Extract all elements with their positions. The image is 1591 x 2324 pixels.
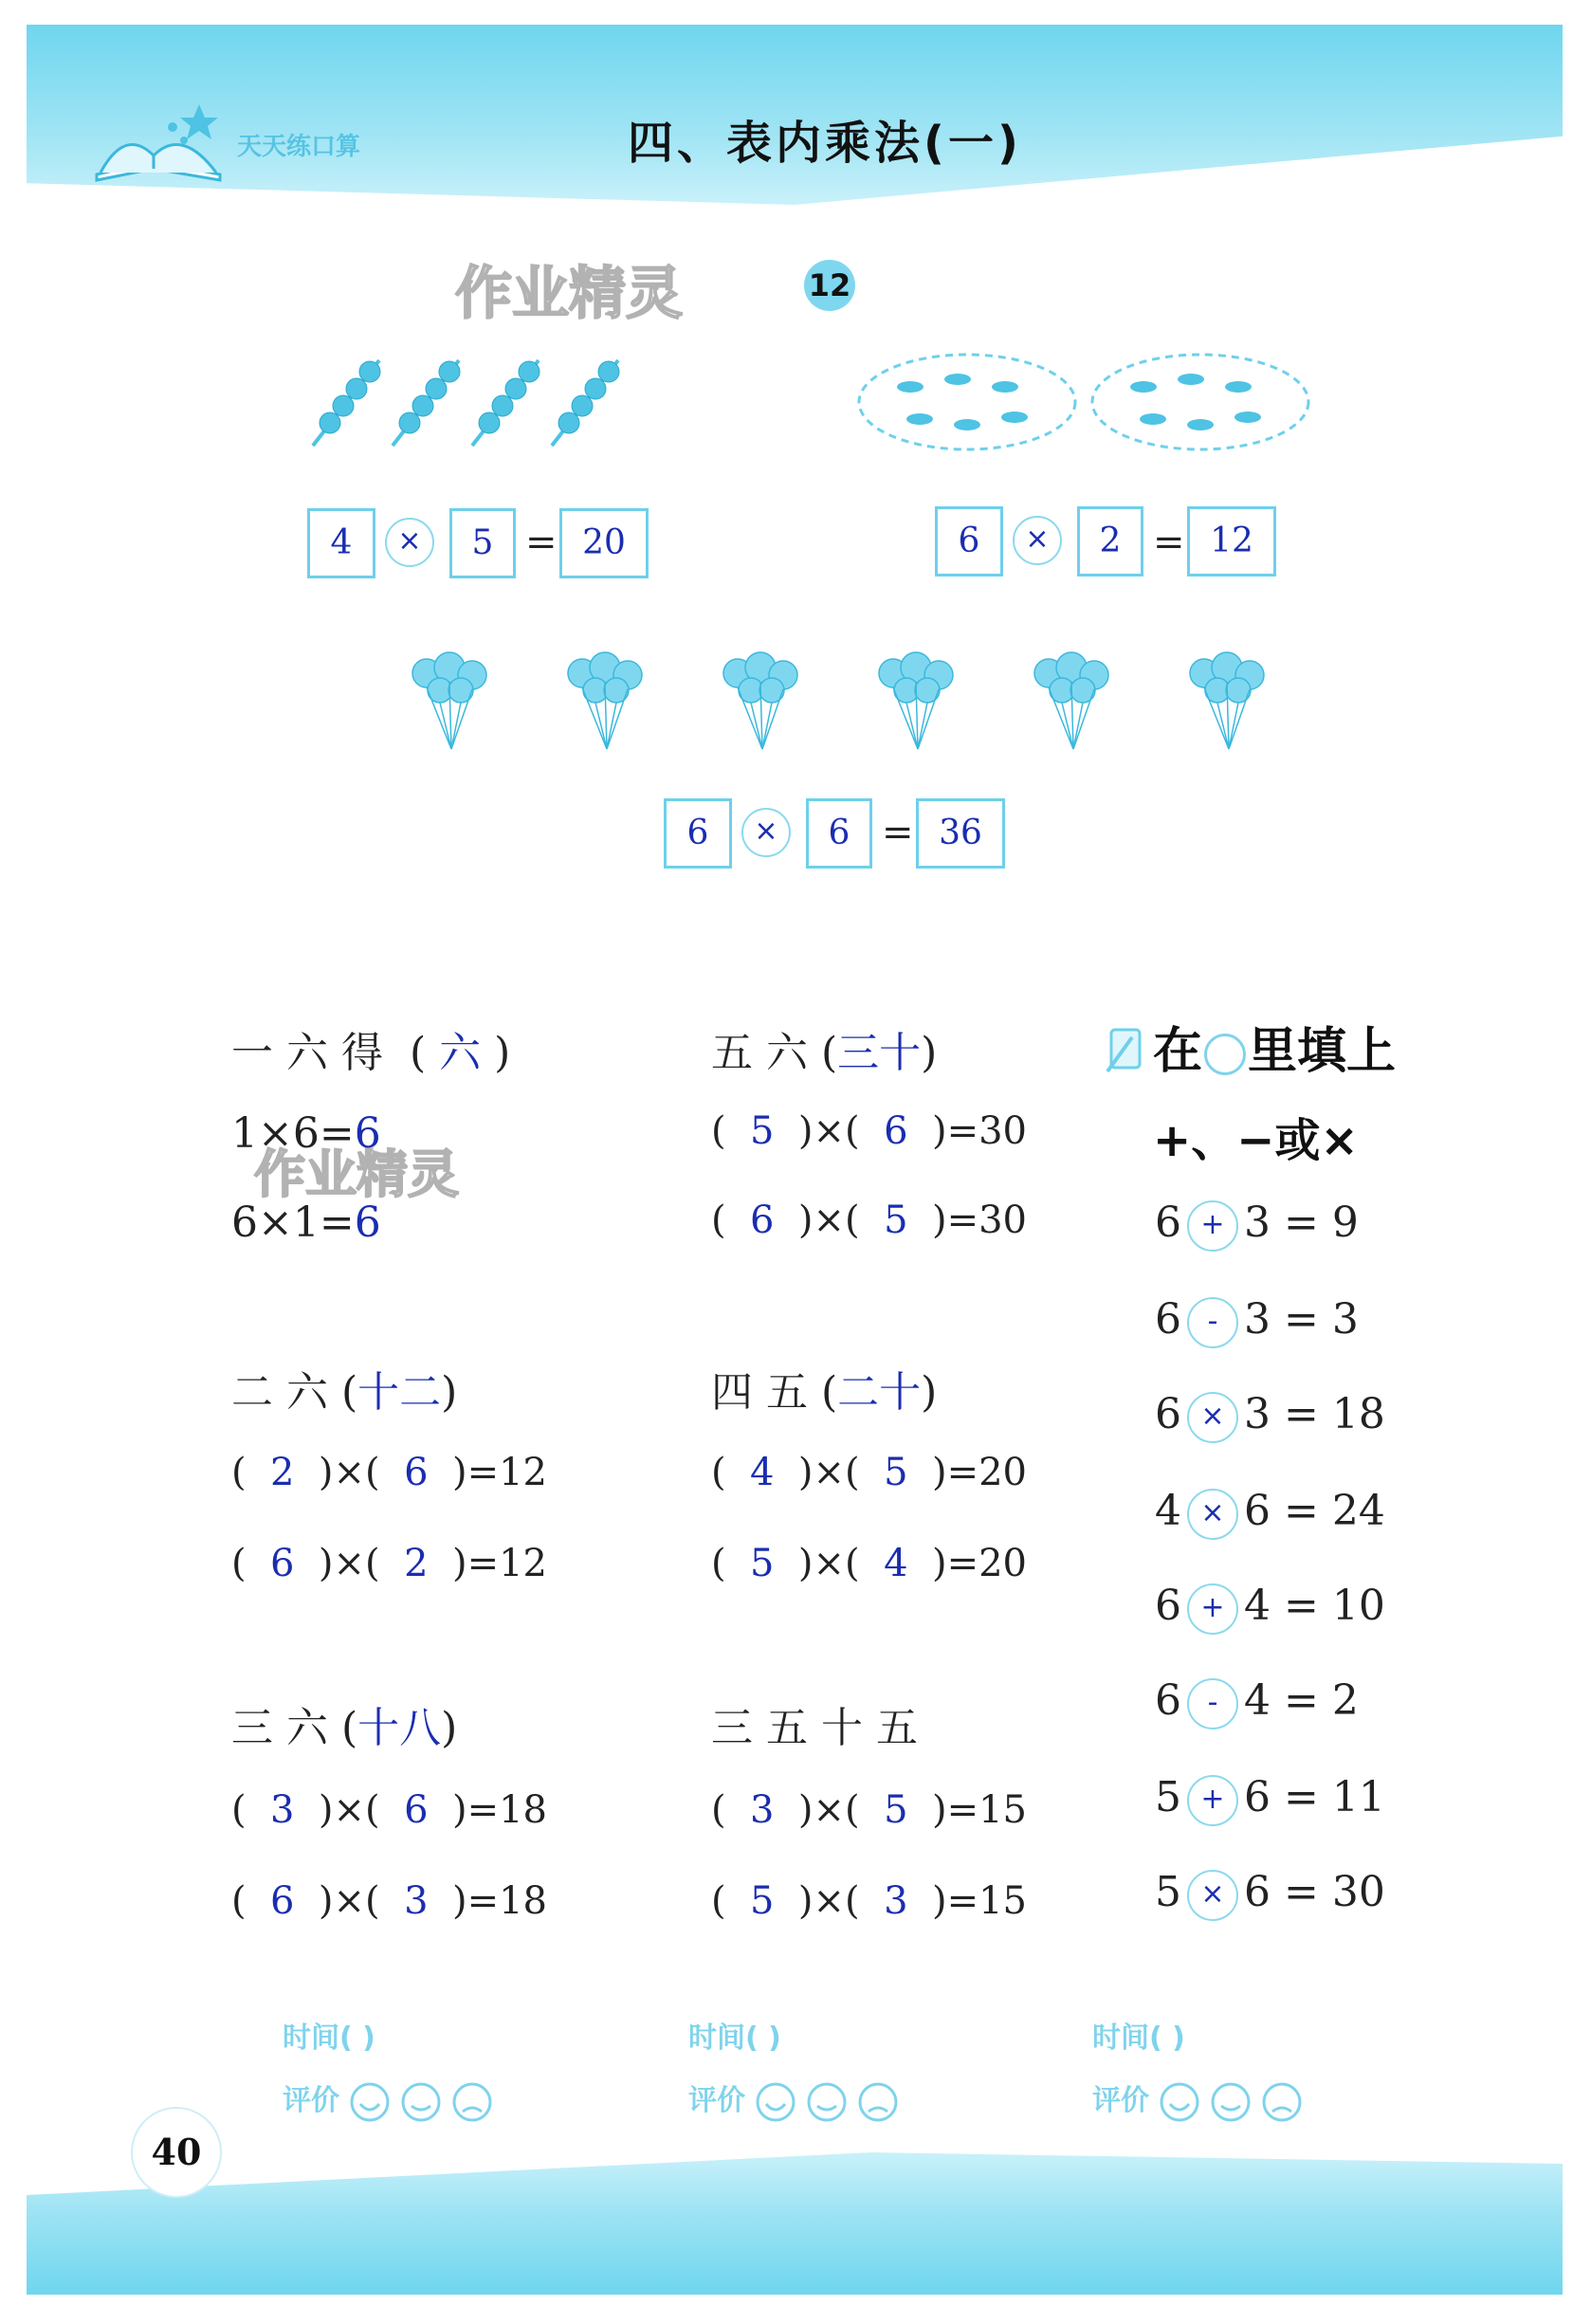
operator-circle[interactable]: ×	[385, 518, 434, 567]
rhyme-text: 一六得	[231, 1029, 396, 1077]
smiley-faces-icon[interactable]	[1159, 2081, 1320, 2123]
factor-box[interactable]: 2	[1077, 506, 1143, 576]
equals-sign: =	[882, 811, 914, 854]
instruction-text: 在	[1153, 1023, 1203, 1080]
operator-fill-row	[1155, 1390, 1385, 1443]
rating-row	[283, 2077, 510, 2123]
operator-circle[interactable]: ×	[1187, 1392, 1238, 1443]
equation-line: ( 6 )×( 3 )=18	[231, 1879, 548, 1923]
rhyme-line: 二 六 (十二)	[231, 1368, 458, 1417]
operator-fill-row	[1155, 1773, 1385, 1826]
equation-answer[interactable]: 6	[354, 1199, 381, 1247]
footer-band	[27, 2152, 1563, 2295]
factor-answer[interactable]: 6	[270, 1879, 295, 1923]
equation-answer[interactable]: 6	[354, 1109, 381, 1158]
operand: 6	[1155, 1390, 1181, 1438]
rhyme-text: 三 六	[231, 1704, 328, 1752]
rhyme-answer[interactable]: 二十	[837, 1368, 922, 1417]
equation-result: =12	[466, 1451, 548, 1494]
operand: 5	[1155, 1773, 1181, 1821]
operand-result: 3 = 18	[1244, 1390, 1385, 1438]
operator-circle[interactable]: ×	[1187, 1489, 1238, 1540]
operator-fill-row	[1155, 1487, 1385, 1540]
equation-line: ( 6 )×( 2 )=12	[231, 1542, 548, 1585]
operator-circle[interactable]: +	[1187, 1200, 1238, 1252]
operator-circle[interactable]: ×	[741, 808, 791, 857]
factor-answer[interactable]: 4	[884, 1542, 908, 1585]
operand-result: 4 = 10	[1244, 1582, 1385, 1630]
rating-row	[1092, 2077, 1320, 2123]
operand: 6	[1155, 1295, 1181, 1344]
rhyme-answer[interactable]: 十八	[357, 1704, 442, 1752]
equation-result: =15	[946, 1788, 1028, 1832]
equals-sign: =	[1153, 521, 1185, 564]
equation-text: 6×1=	[231, 1199, 355, 1247]
operator-circle[interactable]: ×	[1187, 1870, 1238, 1921]
equation-result: =12	[466, 1542, 548, 1585]
rhyme-line: 一六得 ( 六 )	[231, 1029, 511, 1077]
brand-text: 天天练口算	[237, 133, 361, 161]
rhyme-line: 五 六 (三十)	[711, 1029, 938, 1077]
factor-answer[interactable]: 5	[884, 1788, 908, 1832]
equation-result: =20	[946, 1542, 1028, 1585]
factor-answer[interactable]: 3	[404, 1879, 429, 1923]
factor-answer[interactable]: 3	[750, 1788, 775, 1832]
factor-box[interactable]: 6	[935, 506, 1003, 576]
factor-box[interactable]: 4	[307, 508, 375, 578]
ant-groups-picture	[853, 349, 1318, 463]
factor-box[interactable]: 5	[449, 508, 516, 578]
rating-label: 评价	[283, 2084, 339, 2117]
operator-circle[interactable]: ×	[1013, 516, 1062, 565]
factor-answer[interactable]: 3	[884, 1879, 908, 1923]
factor-answer[interactable]: 5	[884, 1199, 908, 1242]
operator-circle[interactable]: +	[1187, 1775, 1238, 1826]
equation-line: ( 3 )×( 5 )=15	[711, 1788, 1028, 1832]
page-number: 40	[131, 2107, 222, 2198]
equation-line: ( 5 )×( 4 )=20	[711, 1542, 1028, 1585]
product-box[interactable]: 36	[916, 798, 1005, 869]
equation-line	[231, 1199, 381, 1247]
candy-skewers-picture	[303, 351, 626, 455]
page-title: 四、表内乘法(一)	[628, 117, 1022, 170]
factor-answer[interactable]: 5	[884, 1451, 908, 1494]
smiley-faces-icon[interactable]	[755, 2081, 916, 2123]
book-logo-icon	[87, 99, 229, 190]
operator-circle[interactable]: +	[1187, 1583, 1238, 1635]
problem-number-badge: 12	[804, 260, 855, 311]
factor-answer[interactable]: 6	[884, 1109, 908, 1153]
equation-result: =15	[946, 1879, 1028, 1923]
operand: 6	[1155, 1582, 1181, 1630]
instruction-line	[1153, 1011, 1396, 1082]
operator-fill-row	[1155, 1295, 1359, 1348]
rating-label: 评价	[688, 2084, 745, 2117]
factor-answer[interactable]: 6	[270, 1542, 295, 1585]
watermark: 作业精灵	[455, 261, 683, 327]
time-label[interactable]: 时间( )	[283, 2022, 375, 2055]
rating-label: 评价	[1092, 2084, 1149, 2117]
rhyme-line	[711, 1693, 918, 1754]
equals-sign: =	[525, 521, 558, 564]
factor-box[interactable]: 6	[806, 798, 872, 869]
smiley-faces-icon[interactable]	[349, 2081, 510, 2123]
balloon-bunches-picture	[398, 635, 1289, 759]
equation-line: ( 5 )×( 6 )=30	[711, 1109, 1028, 1153]
rating-row	[688, 2077, 916, 2123]
factor-answer[interactable]: 4	[750, 1451, 775, 1494]
equation-result: =18	[466, 1879, 548, 1923]
rhyme-answer[interactable]: 三十	[837, 1029, 922, 1077]
rhyme-answer[interactable]: 六	[439, 1029, 482, 1077]
operand-result: 6 = 24	[1244, 1487, 1385, 1535]
factor-answer[interactable]: 2	[404, 1542, 429, 1585]
equation-line	[231, 1109, 381, 1158]
operand-result: 3 = 3	[1244, 1295, 1359, 1344]
rhyme-text: 三 五 十 五	[711, 1704, 918, 1752]
rhyme-text: 二 六	[231, 1368, 328, 1417]
instruction-line: +、−或×	[1153, 1114, 1359, 1167]
factor-answer[interactable]: 2	[270, 1451, 295, 1494]
equation-result: =30	[946, 1199, 1028, 1242]
operator-fill-row	[1155, 1199, 1359, 1252]
equation-line: ( 3 )×( 6 )=18	[231, 1788, 548, 1832]
factor-answer[interactable]: 3	[270, 1788, 295, 1832]
equation-line: ( 4 )×( 5 )=20	[711, 1451, 1028, 1494]
rhyme-text: 五 六	[711, 1029, 808, 1077]
factor-box[interactable]: 6	[664, 798, 732, 869]
operator-fill-row	[1155, 1676, 1359, 1729]
rhyme-line: 三 六 (十八)	[231, 1704, 458, 1752]
factor-answer[interactable]: 5	[750, 1879, 775, 1923]
operand-result: 4 = 2	[1244, 1676, 1359, 1725]
factor-answer[interactable]: 6	[404, 1788, 429, 1832]
instruction-text: 里填上	[1248, 1023, 1397, 1080]
equation-line: ( 2 )×( 6 )=12	[231, 1451, 548, 1494]
factor-answer[interactable]: 6	[750, 1199, 775, 1242]
equation-text: 1×6=	[231, 1109, 355, 1158]
operand-result: 3 = 9	[1244, 1199, 1359, 1247]
equation-line: ( 6 )×( 5 )=30	[711, 1199, 1028, 1242]
time-label[interactable]: 时间( )	[688, 2022, 781, 2055]
equation-result: =30	[946, 1109, 1028, 1153]
rhyme-line: 四 五 (二十)	[711, 1368, 938, 1417]
factor-answer[interactable]: 5	[750, 1542, 775, 1585]
factor-answer[interactable]: 6	[404, 1451, 429, 1494]
product-box[interactable]: 20	[559, 508, 649, 578]
time-label[interactable]: 时间( )	[1092, 2022, 1185, 2055]
watermark: 作业精灵	[254, 1144, 459, 1204]
operand: 6	[1155, 1676, 1181, 1725]
operator-circle[interactable]: -	[1187, 1297, 1238, 1348]
product-box[interactable]: 12	[1187, 506, 1276, 576]
blank-circle-icon	[1204, 1034, 1246, 1075]
equation-result: =20	[946, 1451, 1028, 1494]
operand: 6	[1155, 1199, 1181, 1247]
operand: 4	[1155, 1487, 1181, 1535]
equation-result: =18	[466, 1788, 548, 1832]
rhyme-answer[interactable]: 十二	[357, 1368, 442, 1417]
pencil-note-icon	[1104, 1024, 1149, 1077]
operator-circle[interactable]: -	[1187, 1678, 1238, 1729]
operand: 5	[1155, 1868, 1181, 1916]
operator-fill-row	[1155, 1868, 1385, 1921]
operator-fill-row	[1155, 1582, 1385, 1635]
rhyme-text: 四 五	[711, 1368, 808, 1417]
equation-line: ( 5 )×( 3 )=15	[711, 1879, 1028, 1923]
operand-result: 6 = 11	[1244, 1773, 1385, 1821]
operand-result: 6 = 30	[1244, 1868, 1385, 1916]
factor-answer[interactable]: 5	[750, 1109, 775, 1153]
